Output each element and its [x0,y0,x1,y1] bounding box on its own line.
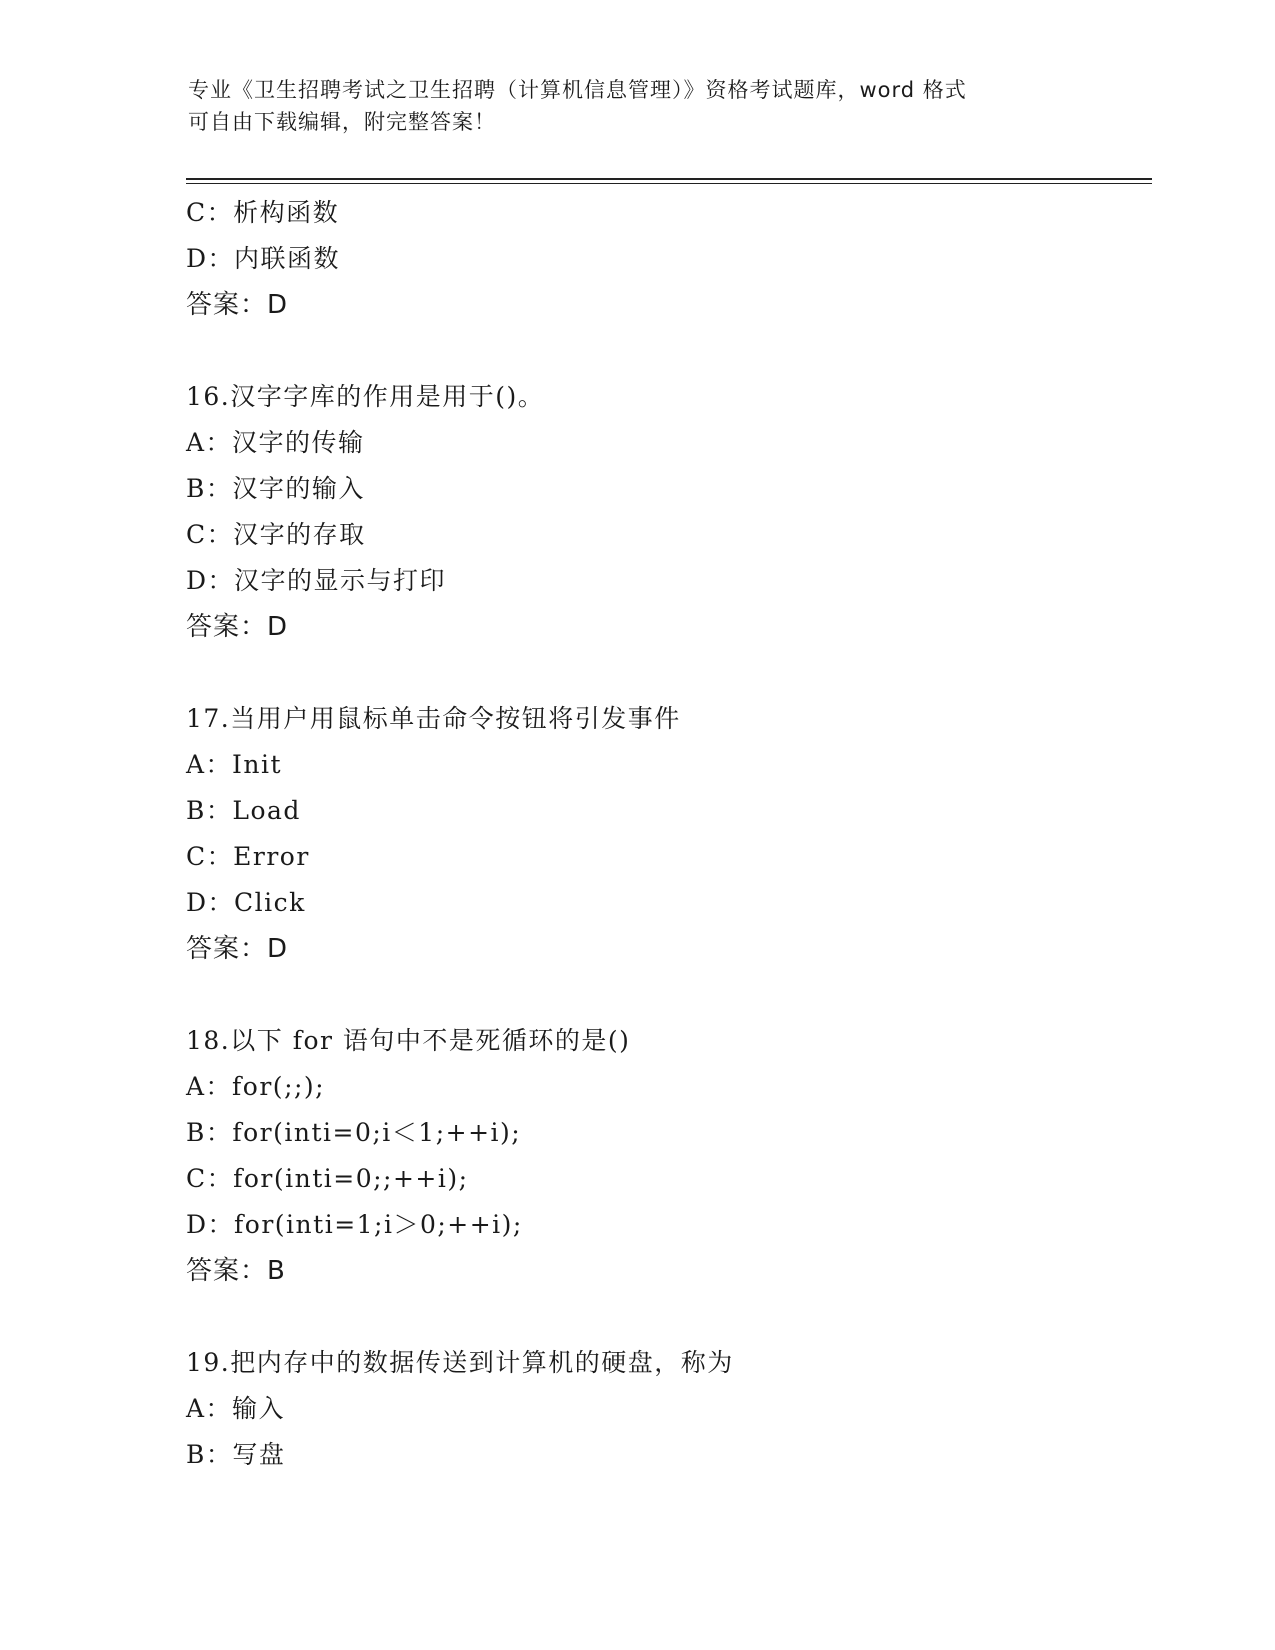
option-b: B：汉字的输入 [186,474,365,503]
answer: 答案：D [186,934,289,964]
spacer [186,650,1146,696]
question-text: 18.以下 for 语句中不是死循环的是() [186,1026,631,1055]
spacer [186,1294,1146,1340]
option-a: A：for(;;); [186,1072,326,1101]
question-block-17 [186,696,1146,972]
option-d: D：for(inti=1;i＞0;++i); [186,1210,523,1239]
header-line-1: 专业《卫生招聘考试之卫生招聘（计算机信息管理）》资格考试题库，word 格式 [188,78,967,102]
option-a: A：Init [186,750,283,779]
option-c: C：for(inti=0;;++i); [186,1164,469,1193]
option-a: A：汉字的传输 [186,428,365,457]
option-b: B：for(inti=0;i＜1;++i); [186,1118,522,1147]
answer: 答案：B [186,1256,286,1286]
option-d: D：Click [186,888,306,917]
option-c: C：汉字的存取 [186,520,366,549]
question-text: 16.汉字字库的作用是用于()。 [186,382,545,411]
header-line-2: 可自由下载编辑，附完整答案！ [188,110,496,134]
spacer [186,328,1146,374]
option-c: C：Error [186,842,310,871]
spacer [186,972,1146,1018]
option-c: C：析构函数 [186,198,340,227]
question-block-16 [186,374,1146,650]
answer: 答案：D [186,612,289,642]
question-block-18 [186,1018,1146,1294]
header-divider-thick [186,178,1152,180]
option-b: B：写盘 [186,1440,286,1469]
option-b: B：Load [186,796,301,825]
question-text: 17.当用户用鼠标单击命令按钮将引发事件 [186,704,681,733]
answer: 答案：D [186,290,289,320]
question-block-19 [186,1340,1146,1478]
document-header [188,74,1088,138]
question-list [186,190,1146,1478]
option-d: D：汉字的显示与打印 [186,566,447,595]
option-d: D：内联函数 [186,244,341,273]
option-a: A：输入 [186,1394,286,1423]
header-divider-thin [186,183,1152,184]
question-text: 19.把内存中的数据传送到计算机的硬盘，称为 [186,1348,734,1377]
question-block-prev [186,190,1146,328]
